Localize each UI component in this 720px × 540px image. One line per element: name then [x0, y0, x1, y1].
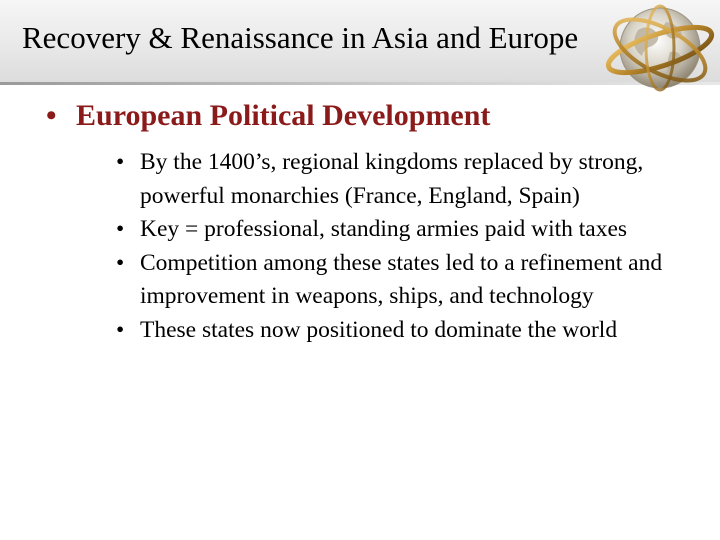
sub-bullet: [116, 146, 686, 213]
sub-bullet-text: By the 1400’s, regional kingdoms replaced by strong, powerful monarchies (France, England, Spain): [140, 149, 644, 209]
bullet-marker: •: [46, 99, 57, 132]
sub-bullet: [116, 314, 686, 348]
main-bullet-text: European Political Development: [76, 99, 491, 132]
bullet-marker: •: [116, 216, 125, 242]
sub-bullet-text: Key = professional, standing armies paid with taxes: [140, 216, 628, 242]
sub-bullet: [116, 213, 686, 247]
bullet-marker: •: [116, 249, 125, 276]
bullet-marker: •: [116, 316, 125, 343]
main-bullet: [46, 96, 646, 136]
slide-title: Recovery & Renaissance in Asia and Europe: [22, 20, 579, 55]
sub-bullet-text: These states now positioned to dominate the world: [140, 316, 618, 343]
sub-bullet-text: Competition among these states led to a refinement and improvement in weapons, ships, and technology: [140, 249, 663, 309]
sub-bullet: [116, 247, 686, 314]
sub-bullet-list: [116, 146, 686, 347]
bullet-marker: •: [116, 149, 125, 175]
